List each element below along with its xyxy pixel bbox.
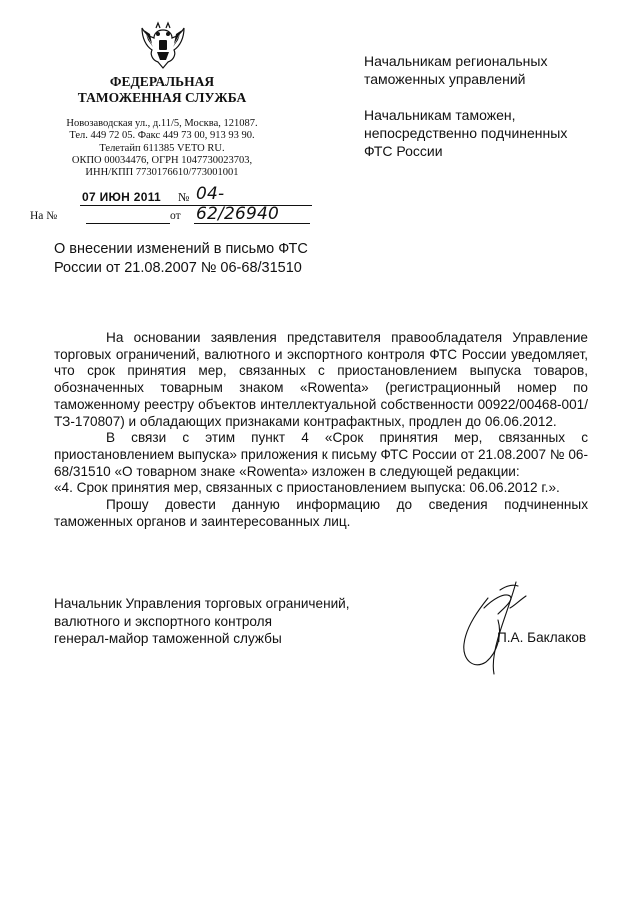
registration-number: 04-62/26940	[196, 184, 280, 224]
organization-name	[30, 74, 294, 106]
contact-line: ОКПО 00034476, ОГРН 1047730023703,	[71, 154, 253, 166]
addressee	[364, 106, 614, 160]
addressee-line: ФТС России	[364, 143, 443, 159]
addressees	[364, 52, 614, 178]
contact-line: Телетайп 611385 VETO RU.	[99, 142, 225, 154]
contact-line: ИНН/КПП 7730176610/773001001	[85, 167, 239, 179]
reference-number-blank	[86, 223, 170, 224]
handwritten-signature	[440, 578, 550, 678]
addressee	[364, 52, 614, 88]
addressee-line: таможенных управлений	[364, 71, 526, 87]
subject-line: О внесении изменений в письмо ФТС	[54, 241, 308, 257]
org-name-line: ТАМОЖЕННАЯ СЛУЖБА	[77, 90, 247, 105]
org-name-line: ФЕДЕРАЛЬНАЯ	[109, 74, 215, 89]
organization-contacts	[30, 118, 294, 179]
body-paragraph: Прошу довести данную информацию до сведения подчиненных таможенных органов и заинтересованных лиц.	[54, 497, 588, 529]
reference-number-label: На №	[30, 210, 58, 222]
addressee-line: непосредственно подчиненных	[364, 125, 568, 141]
registration-underline	[80, 205, 312, 206]
addressee-line: Начальникам региональных	[364, 53, 548, 69]
position-line: генерал-майор таможенной службы	[54, 631, 282, 646]
subject-line: России от 21.08.2007 № 06-68/31510	[54, 260, 302, 276]
position-line: Начальник Управления торговых ограничений,	[54, 596, 350, 611]
letter-body	[54, 330, 588, 530]
reference-date-label: от	[170, 210, 181, 222]
number-sign: №	[178, 190, 190, 204]
coat-of-arms-icon	[140, 20, 186, 70]
body-paragraph: В связи с этим пункт 4 «Срок принятия мер, связанных с приостановлением выпуска» приложения к письму ФТС России от 21.08.2007 № 06-68/31510 «О товарном знаке «Rowenta» изложен в следующей редакции:	[54, 430, 588, 479]
reference-date-blank	[194, 223, 310, 224]
addressee-line: Начальникам таможен,	[364, 107, 516, 123]
body-paragraph: На основании заявления представителя правообладателя Управление торговых ограничений, валютного и экспортного контроля ФТС России уведомляет, что срок принятия мер, связанных с приостановлением выпуска товаров, обозначенных товарным знаком «Rowenta» (регистрационный номер по таможенному реестру объектов интеллектуальной собственности 00922/00468-001/ТЗ-170807) и обладающих признаками контрафактных, продлен до 06.06.2012.	[54, 330, 588, 429]
signer-name: П.А. Баклаков	[497, 630, 587, 645]
position-line: валютного и экспортного контроля	[54, 613, 272, 629]
letter-subject	[54, 240, 334, 278]
registration-date-stamp: 07 ИЮН 2011	[82, 190, 162, 204]
contact-line: Тел. 449 72 05. Факс 449 73 00, 913 93 90.	[69, 130, 255, 142]
body-paragraph: «4. Срок принятия мер, связанных с приостановлением выпуска: 06.06.2012 г.».	[54, 480, 560, 496]
signer-position	[54, 595, 394, 648]
contact-line: Новозаводская ул., д.11/5, Москва, 121087.	[66, 118, 258, 129]
